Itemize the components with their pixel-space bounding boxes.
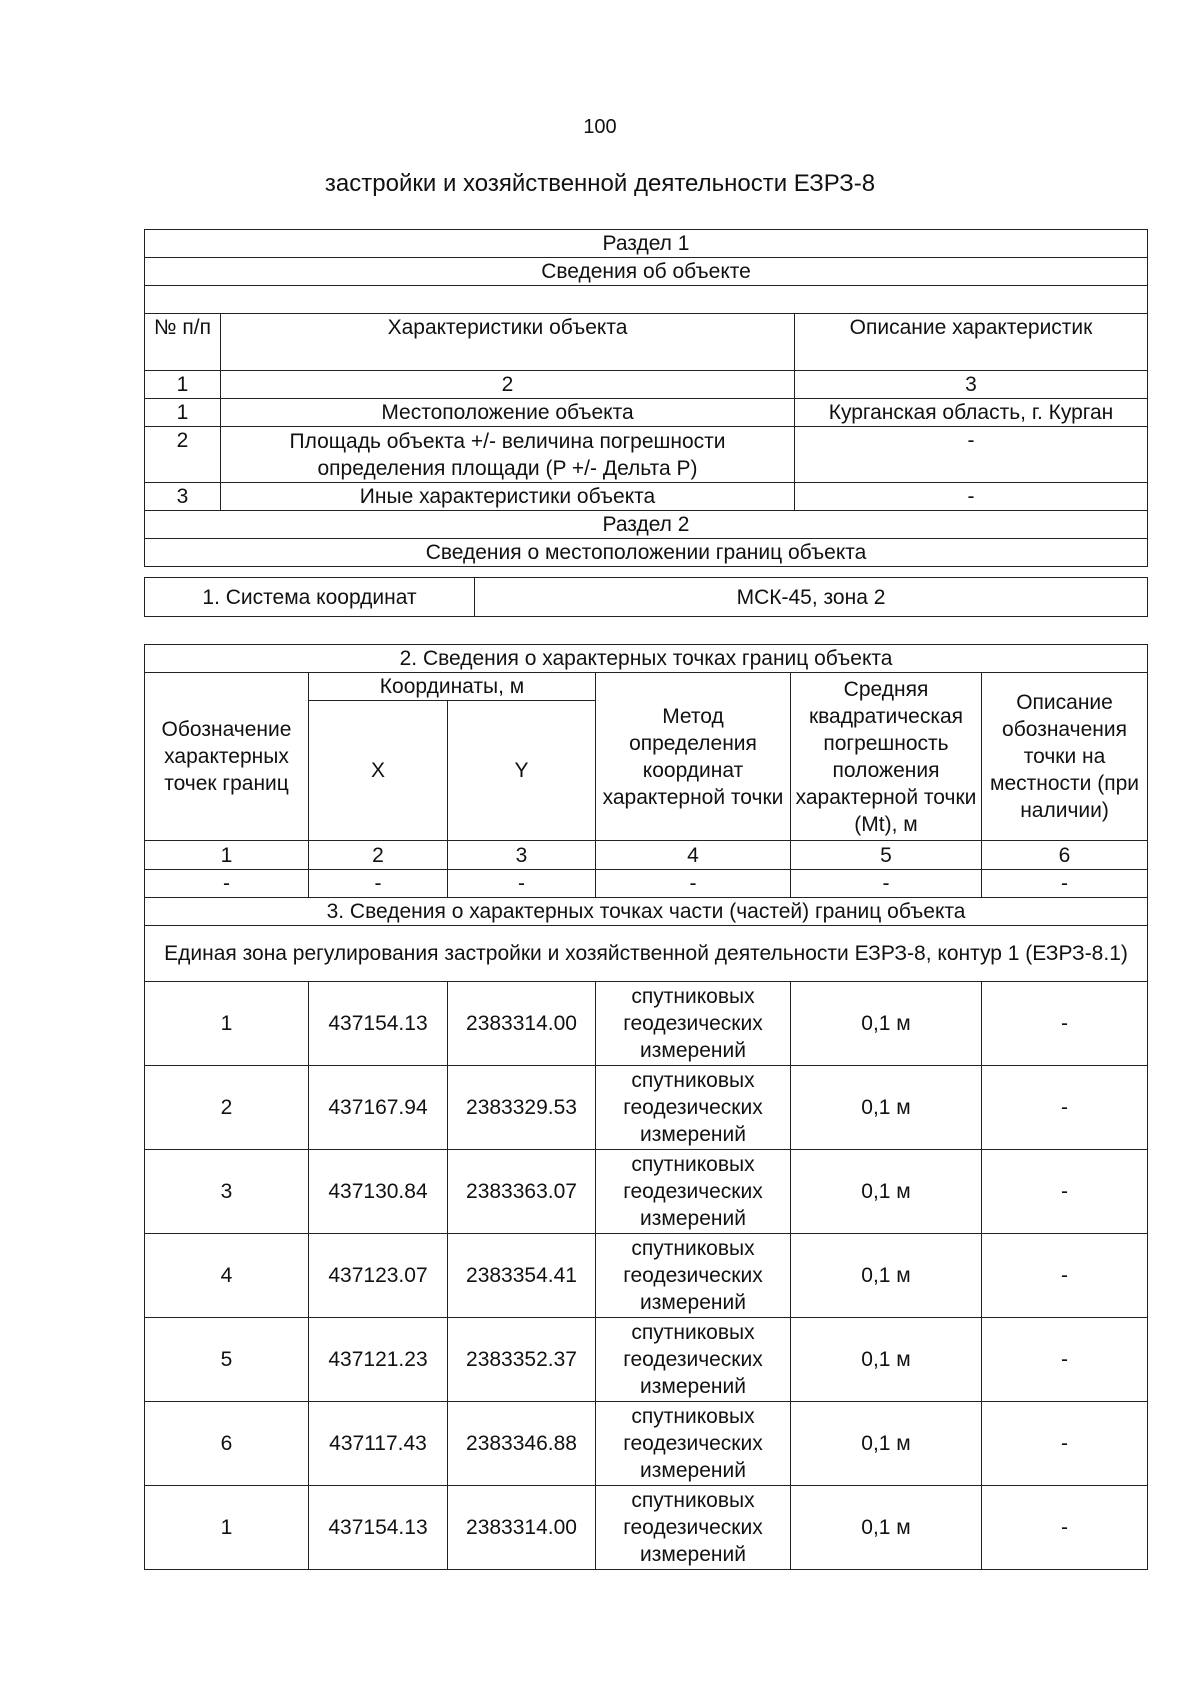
point-row <box>145 1150 1148 1234</box>
col-header-method: Метод определения координат характерной точки <box>596 673 791 841</box>
col-header-y: Y <box>448 701 596 841</box>
error: 0,1 м <box>791 982 982 1066</box>
row-description: - <box>795 427 1148 483</box>
table-row <box>145 870 1148 898</box>
points-body <box>145 982 1148 1570</box>
coord-x: 437117.43 <box>309 1402 448 1486</box>
point-row <box>145 1402 1148 1486</box>
points-header: 2. Сведения о характерных точках границ объекта <box>145 645 1148 673</box>
coord-x: 437130.84 <box>309 1150 448 1234</box>
point-description: - <box>982 1234 1148 1318</box>
point-row <box>145 982 1148 1066</box>
cell-dash: - <box>448 870 596 898</box>
row-characteristic: Местоположение объекта <box>221 399 795 427</box>
error: 0,1 м <box>791 1486 982 1570</box>
cell-dash: - <box>145 870 309 898</box>
error: 0,1 м <box>791 1402 982 1486</box>
coord-y: 2383363.07 <box>448 1150 596 1234</box>
row-description: - <box>795 483 1148 511</box>
row-characteristic: Площадь объекта +/- величина погрешности определения площади (P +/- Дельта P) <box>221 427 795 483</box>
points-table <box>144 644 1148 1570</box>
method: спутниковых геодезических измерений <box>596 1402 791 1486</box>
point-description: - <box>982 1150 1148 1234</box>
coord-x: 437167.94 <box>309 1066 448 1150</box>
col-index: 5 <box>791 841 982 870</box>
method: спутниковых геодезических измерений <box>596 1066 791 1150</box>
coord-y: 2383314.00 <box>448 982 596 1066</box>
point-number: 1 <box>145 1486 309 1570</box>
error: 0,1 м <box>791 1066 982 1150</box>
row-num: 2 <box>145 427 221 483</box>
col-index: 4 <box>596 841 791 870</box>
method: спутниковых геодезических измерений <box>596 1150 791 1234</box>
method: спутниковых геодезических измерений <box>596 1486 791 1570</box>
col-index: 2 <box>221 371 795 399</box>
col-index: 1 <box>145 841 309 870</box>
coord-y: 2383314.00 <box>448 1486 596 1570</box>
col-index: 6 <box>982 841 1148 870</box>
table-row <box>145 399 1148 427</box>
section2-header: Раздел 2 <box>145 511 1148 539</box>
document-title: застройки и хозяйственной деятельности ЕЗРЗ-8 <box>324 170 876 197</box>
col-header-point: Обозначение характерных точек границ <box>145 673 309 841</box>
cell-dash: - <box>309 870 448 898</box>
coord-system-value: МСК-45, зона 2 <box>475 578 1148 617</box>
point-description: - <box>982 1318 1148 1402</box>
row-description: Курганская область, г. Курган <box>795 399 1148 427</box>
method: спутниковых геодезических измерений <box>596 1234 791 1318</box>
point-row <box>145 1486 1148 1570</box>
error: 0,1 м <box>791 1150 982 1234</box>
coord-y: 2383352.37 <box>448 1318 596 1402</box>
table-row <box>145 427 1148 483</box>
section1-subheader: Сведения об объекте <box>145 258 1148 286</box>
error: 0,1 м <box>791 1318 982 1402</box>
row-num: 1 <box>145 399 221 427</box>
col-index: 3 <box>795 371 1148 399</box>
cell-dash: - <box>791 870 982 898</box>
col-header-x: X <box>309 701 448 841</box>
col-header-error: Средняя квадратическая погрешность положения характерной точки (Mt), м <box>791 673 982 841</box>
point-row <box>145 1234 1148 1318</box>
point-number: 4 <box>145 1234 309 1318</box>
coord-system-table <box>144 577 1148 617</box>
point-number: 3 <box>145 1150 309 1234</box>
point-description: - <box>982 1402 1148 1486</box>
point-description: - <box>982 1486 1148 1570</box>
coord-x: 437154.13 <box>309 1486 448 1570</box>
coord-x: 437121.23 <box>309 1318 448 1402</box>
method: спутниковых геодезических измерений <box>596 982 791 1066</box>
parts-header: 3. Сведения о характерных точках части (частей) границ объекта <box>145 898 1148 926</box>
point-description: - <box>982 982 1148 1066</box>
coord-y: 2383346.88 <box>448 1402 596 1486</box>
point-number: 1 <box>145 982 309 1066</box>
point-row <box>145 1066 1148 1150</box>
coord-y: 2383329.53 <box>448 1066 596 1150</box>
cell-dash: - <box>982 870 1148 898</box>
empty-row <box>145 286 1148 314</box>
point-number: 6 <box>145 1402 309 1486</box>
page-number: 100 <box>583 116 617 138</box>
point-row <box>145 1318 1148 1402</box>
contour-header: Единая зона регулирования застройки и хозяйственной деятельности ЕЗРЗ-8, контур 1 (ЕЗРЗ-8.1) <box>145 926 1148 982</box>
method: спутниковых геодезических измерений <box>596 1318 791 1402</box>
coord-system-label: 1. Система координат <box>145 578 475 617</box>
point-number: 2 <box>145 1066 309 1150</box>
col-index: 2 <box>309 841 448 870</box>
point-description: - <box>982 1066 1148 1150</box>
section1-table <box>144 229 1148 567</box>
coord-x: 437154.13 <box>309 982 448 1066</box>
section2-subheader: Сведения о местоположении границ объекта <box>145 539 1148 567</box>
coord-x: 437123.07 <box>309 1234 448 1318</box>
col-index: 1 <box>145 371 221 399</box>
coord-y: 2383354.41 <box>448 1234 596 1318</box>
col-header-characteristic: Характеристики объекта <box>221 314 795 371</box>
table-row <box>145 483 1148 511</box>
section1-header: Раздел 1 <box>145 230 1148 258</box>
col-header-description: Описание обозначения точки на местности (при наличии) <box>982 673 1148 841</box>
row-num: 3 <box>145 483 221 511</box>
col-index: 3 <box>448 841 596 870</box>
error: 0,1 м <box>791 1234 982 1318</box>
col-header-coords: Координаты, м <box>309 673 596 701</box>
col-header-description: Описание характеристик <box>795 314 1148 371</box>
row-characteristic: Иные характеристики объекта <box>221 483 795 511</box>
point-number: 5 <box>145 1318 309 1402</box>
cell-dash: - <box>596 870 791 898</box>
col-header-num: № п/п <box>145 314 221 371</box>
